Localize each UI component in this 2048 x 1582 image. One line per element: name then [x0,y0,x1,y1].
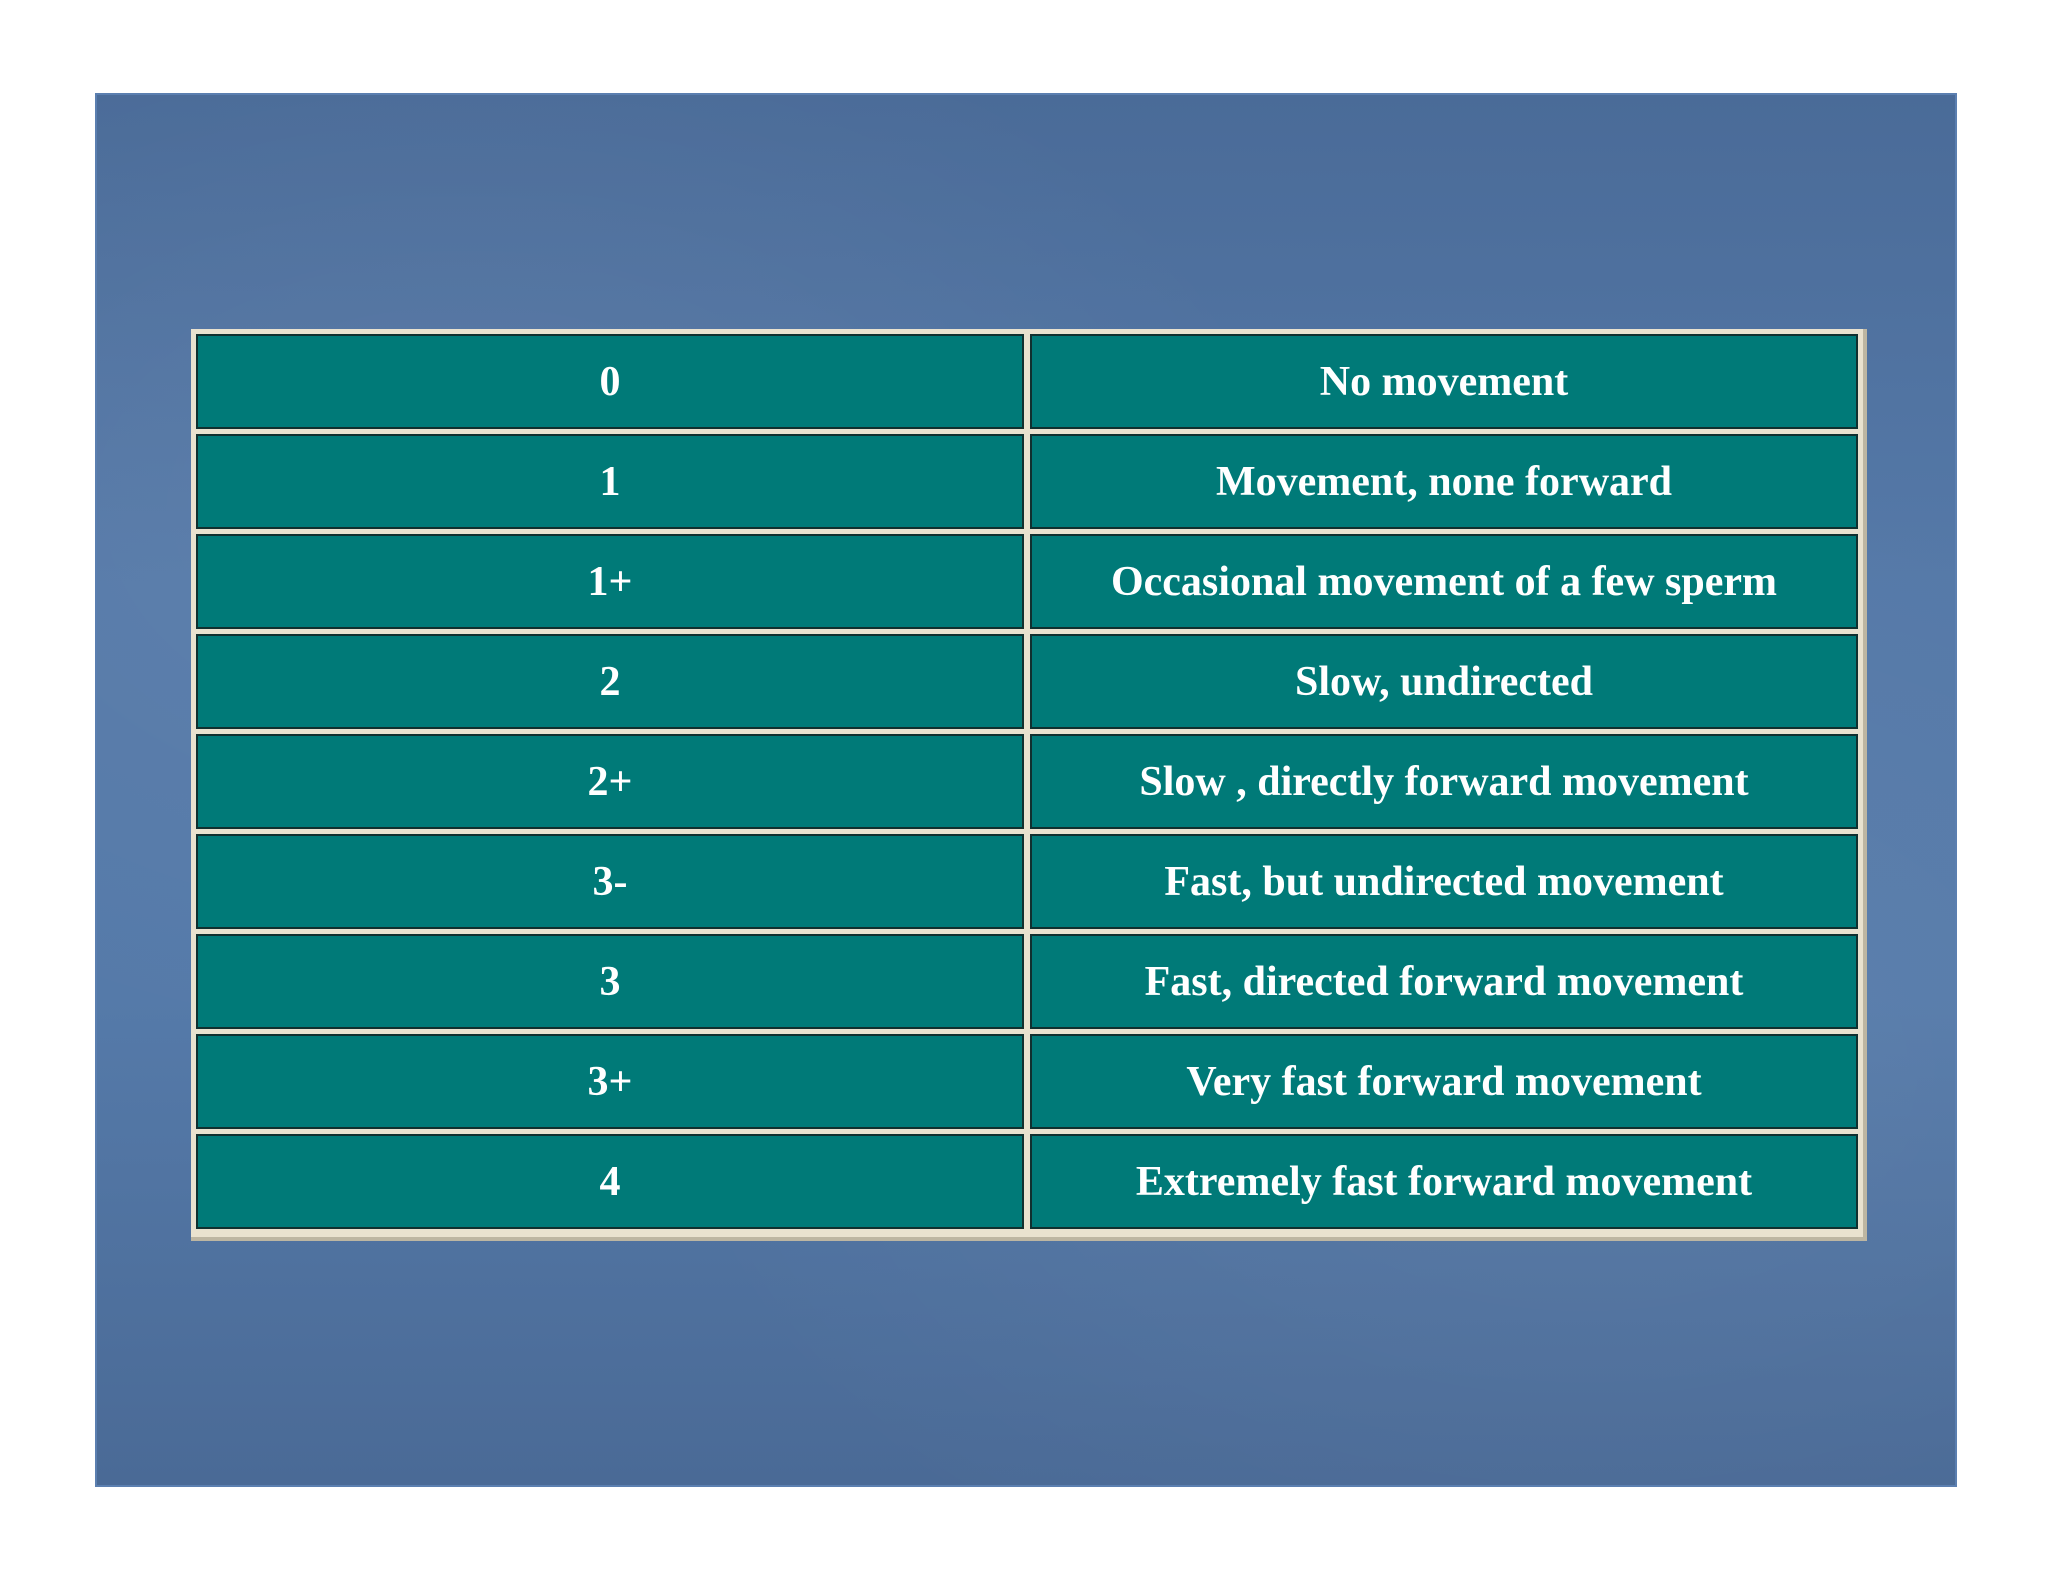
description-cell: No movement [1030,334,1858,429]
grade-cell: 3- [196,834,1024,929]
description-cell: Movement, none forward [1030,434,1858,529]
description-cell: Fast, directed forward movement [1030,934,1858,1029]
grade-cell: 2+ [196,734,1024,829]
grade-cell: 0 [196,334,1024,429]
description-cell: Slow, undirected [1030,634,1858,729]
grade-cell: 1 [196,434,1024,529]
motility-grade-table [191,329,1867,1241]
grade-cell: 3+ [196,1034,1024,1129]
description-cell: Very fast forward movement [1030,1034,1858,1129]
grade-cell: 1+ [196,534,1024,629]
grade-cell: 2 [196,634,1024,729]
description-cell: Slow , directly forward movement [1030,734,1858,829]
description-cell: Fast, but undirected movement [1030,834,1858,929]
grade-cell: 4 [196,1134,1024,1229]
slide [95,93,1957,1487]
grade-cell: 3 [196,934,1024,1029]
description-cell: Extremely fast forward movement [1030,1134,1858,1229]
description-cell: Occasional movement of a few sperm [1030,534,1858,629]
table-grid [196,334,1858,1229]
